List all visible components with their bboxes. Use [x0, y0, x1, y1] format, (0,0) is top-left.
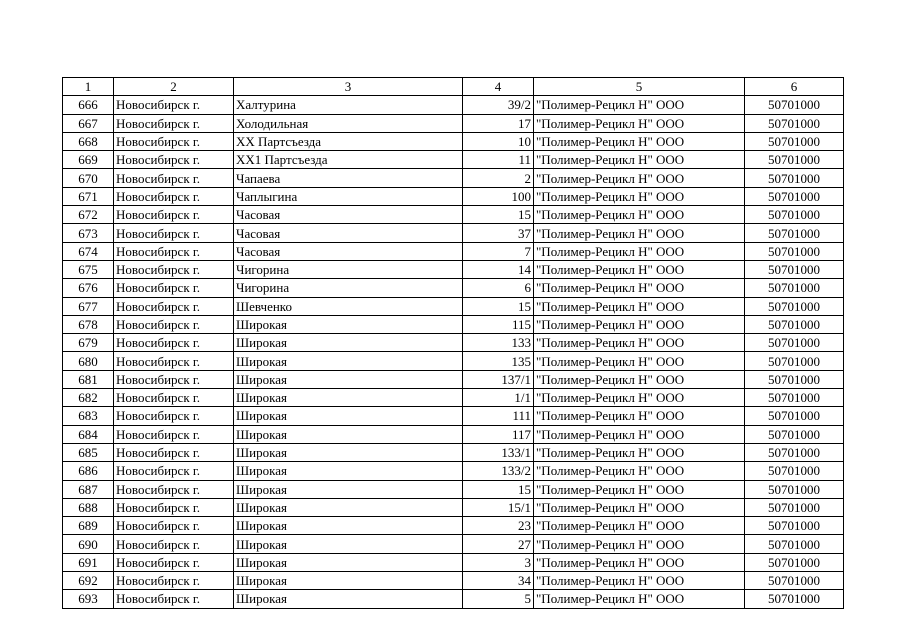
street-cell: Шевченко	[234, 297, 463, 315]
city-cell: Новосибирск г.	[114, 553, 234, 571]
header-cell-3: 3	[234, 78, 463, 96]
house-number-cell: 5	[463, 590, 534, 608]
house-number-cell: 10	[463, 132, 534, 150]
organization-cell: "Полимер-Рецикл Н" ООО	[534, 334, 745, 352]
table-row	[63, 315, 844, 333]
house-number-cell: 6	[463, 279, 534, 297]
row-number-cell: 688	[63, 498, 114, 516]
city-cell: Новосибирск г.	[114, 206, 234, 224]
house-number-cell: 23	[463, 517, 534, 535]
organization-cell: "Полимер-Рецикл Н" ООО	[534, 370, 745, 388]
city-cell: Новосибирск г.	[114, 297, 234, 315]
house-number-cell: 15	[463, 206, 534, 224]
code-cell: 50701000	[745, 334, 844, 352]
house-number-cell: 7	[463, 242, 534, 260]
city-cell: Новосибирск г.	[114, 315, 234, 333]
city-cell: Новосибирск г.	[114, 370, 234, 388]
street-cell: Широкая	[234, 425, 463, 443]
table-row	[63, 151, 844, 169]
street-cell: Чигорина	[234, 260, 463, 278]
street-cell: Широкая	[234, 517, 463, 535]
organization-cell: "Полимер-Рецикл Н" ООО	[534, 590, 745, 608]
organization-cell: "Полимер-Рецикл Н" ООО	[534, 279, 745, 297]
header-cell-2: 2	[114, 78, 234, 96]
street-cell: XX Партсъезда	[234, 132, 463, 150]
street-cell: Широкая	[234, 389, 463, 407]
city-cell: Новосибирск г.	[114, 260, 234, 278]
organization-cell: "Полимер-Рецикл Н" ООО	[534, 443, 745, 461]
organization-cell: "Полимер-Рецикл Н" ООО	[534, 224, 745, 242]
street-cell: Часовая	[234, 242, 463, 260]
table-row	[63, 590, 844, 608]
house-number-cell: 133/1	[463, 443, 534, 461]
code-cell: 50701000	[745, 535, 844, 553]
header-cell-5: 5	[534, 78, 745, 96]
house-number-cell: 1/1	[463, 389, 534, 407]
code-cell: 50701000	[745, 352, 844, 370]
street-cell: Широкая	[234, 498, 463, 516]
house-number-cell: 133/2	[463, 462, 534, 480]
city-cell: Новосибирск г.	[114, 407, 234, 425]
code-cell: 50701000	[745, 370, 844, 388]
code-cell: 50701000	[745, 389, 844, 407]
code-cell: 50701000	[745, 407, 844, 425]
city-cell: Новосибирск г.	[114, 114, 234, 132]
code-cell: 50701000	[745, 297, 844, 315]
table-row	[63, 114, 844, 132]
street-cell: Чаплыгина	[234, 187, 463, 205]
organization-cell: "Полимер-Рецикл Н" ООО	[534, 389, 745, 407]
street-cell: Широкая	[234, 590, 463, 608]
row-number-cell: 668	[63, 132, 114, 150]
city-cell: Новосибирск г.	[114, 462, 234, 480]
house-number-cell: 137/1	[463, 370, 534, 388]
code-cell: 50701000	[745, 132, 844, 150]
table-row	[63, 389, 844, 407]
street-cell: Широкая	[234, 315, 463, 333]
row-number-cell: 672	[63, 206, 114, 224]
street-cell: Широкая	[234, 572, 463, 590]
code-cell: 50701000	[745, 151, 844, 169]
header-cell-1: 1	[63, 78, 114, 96]
city-cell: Новосибирск г.	[114, 443, 234, 461]
organization-cell: "Полимер-Рецикл Н" ООО	[534, 297, 745, 315]
code-cell: 50701000	[745, 187, 844, 205]
row-number-cell: 674	[63, 242, 114, 260]
city-cell: Новосибирск г.	[114, 242, 234, 260]
code-cell: 50701000	[745, 114, 844, 132]
street-cell: Широкая	[234, 352, 463, 370]
row-number-cell: 667	[63, 114, 114, 132]
row-number-cell: 675	[63, 260, 114, 278]
organization-cell: "Полимер-Рецикл Н" ООО	[534, 169, 745, 187]
table-row	[63, 297, 844, 315]
house-number-cell: 117	[463, 425, 534, 443]
row-number-cell: 691	[63, 553, 114, 571]
table-row	[63, 443, 844, 461]
city-cell: Новосибирск г.	[114, 517, 234, 535]
organization-cell: "Полимер-Рецикл Н" ООО	[534, 352, 745, 370]
street-cell: Широкая	[234, 334, 463, 352]
header-cell-6: 6	[745, 78, 844, 96]
table-row	[63, 572, 844, 590]
organization-cell: "Полимер-Рецикл Н" ООО	[534, 480, 745, 498]
table-row	[63, 517, 844, 535]
city-cell: Новосибирск г.	[114, 389, 234, 407]
organization-cell: "Полимер-Рецикл Н" ООО	[534, 114, 745, 132]
street-cell: Чигорина	[234, 279, 463, 297]
table-row	[63, 132, 844, 150]
street-cell: Широкая	[234, 443, 463, 461]
code-cell: 50701000	[745, 96, 844, 114]
city-cell: Новосибирск г.	[114, 151, 234, 169]
city-cell: Новосибирск г.	[114, 169, 234, 187]
organization-cell: "Полимер-Рецикл Н" ООО	[534, 572, 745, 590]
city-cell: Новосибирск г.	[114, 572, 234, 590]
house-number-cell: 15/1	[463, 498, 534, 516]
row-number-cell: 683	[63, 407, 114, 425]
organization-cell: "Полимер-Рецикл Н" ООО	[534, 260, 745, 278]
table-row	[63, 260, 844, 278]
city-cell: Новосибирск г.	[114, 535, 234, 553]
code-cell: 50701000	[745, 242, 844, 260]
house-number-cell: 37	[463, 224, 534, 242]
row-number-cell: 687	[63, 480, 114, 498]
city-cell: Новосибирск г.	[114, 480, 234, 498]
table-row	[63, 480, 844, 498]
table-row	[63, 242, 844, 260]
table-row	[63, 535, 844, 553]
header-cell-4: 4	[463, 78, 534, 96]
organization-cell: "Полимер-Рецикл Н" ООО	[534, 553, 745, 571]
city-cell: Новосибирск г.	[114, 224, 234, 242]
street-cell: Широкая	[234, 480, 463, 498]
city-cell: Новосибирск г.	[114, 352, 234, 370]
row-number-cell: 689	[63, 517, 114, 535]
organization-cell: "Полимер-Рецикл Н" ООО	[534, 315, 745, 333]
city-cell: Новосибирск г.	[114, 498, 234, 516]
code-cell: 50701000	[745, 443, 844, 461]
table-row	[63, 352, 844, 370]
table-row	[63, 224, 844, 242]
street-cell: Часовая	[234, 224, 463, 242]
code-cell: 50701000	[745, 260, 844, 278]
organization-cell: "Полимер-Рецикл Н" ООО	[534, 96, 745, 114]
house-number-cell: 3	[463, 553, 534, 571]
code-cell: 50701000	[745, 315, 844, 333]
city-cell: Новосибирск г.	[114, 96, 234, 114]
street-cell: Широкая	[234, 535, 463, 553]
row-number-cell: 693	[63, 590, 114, 608]
table-row	[63, 169, 844, 187]
code-cell: 50701000	[745, 572, 844, 590]
city-cell: Новосибирск г.	[114, 590, 234, 608]
organization-cell: "Полимер-Рецикл Н" ООО	[534, 462, 745, 480]
row-number-cell: 679	[63, 334, 114, 352]
table-row	[63, 498, 844, 516]
house-number-cell: 15	[463, 297, 534, 315]
street-cell: Широкая	[234, 462, 463, 480]
house-number-cell: 2	[463, 169, 534, 187]
organization-cell: "Полимер-Рецикл Н" ООО	[534, 407, 745, 425]
code-cell: 50701000	[745, 553, 844, 571]
organization-cell: "Полимер-Рецикл Н" ООО	[534, 206, 745, 224]
street-cell: Широкая	[234, 370, 463, 388]
city-cell: Новосибирск г.	[114, 279, 234, 297]
house-number-cell: 17	[463, 114, 534, 132]
code-cell: 50701000	[745, 206, 844, 224]
house-number-cell: 34	[463, 572, 534, 590]
row-number-cell: 677	[63, 297, 114, 315]
city-cell: Новосибирск г.	[114, 132, 234, 150]
table-row	[63, 462, 844, 480]
table-row	[63, 425, 844, 443]
house-number-cell: 111	[463, 407, 534, 425]
organization-cell: "Полимер-Рецикл Н" ООО	[534, 151, 745, 169]
street-cell: Широкая	[234, 407, 463, 425]
house-number-cell: 39/2	[463, 96, 534, 114]
organization-cell: "Полимер-Рецикл Н" ООО	[534, 535, 745, 553]
code-cell: 50701000	[745, 517, 844, 535]
table-row	[63, 553, 844, 571]
row-number-cell: 671	[63, 187, 114, 205]
house-number-cell: 27	[463, 535, 534, 553]
row-number-cell: 666	[63, 96, 114, 114]
table-row	[63, 206, 844, 224]
table-row	[63, 96, 844, 114]
table-row	[63, 279, 844, 297]
code-cell: 50701000	[745, 498, 844, 516]
city-cell: Новосибирск г.	[114, 425, 234, 443]
row-number-cell: 669	[63, 151, 114, 169]
organization-cell: "Полимер-Рецикл Н" ООО	[534, 425, 745, 443]
row-number-cell: 678	[63, 315, 114, 333]
row-number-cell: 690	[63, 535, 114, 553]
row-number-cell: 682	[63, 389, 114, 407]
house-number-cell: 135	[463, 352, 534, 370]
city-cell: Новосибирск г.	[114, 187, 234, 205]
organization-cell: "Полимер-Рецикл Н" ООО	[534, 498, 745, 516]
row-number-cell: 680	[63, 352, 114, 370]
table-row	[63, 334, 844, 352]
table-row	[63, 187, 844, 205]
house-number-cell: 100	[463, 187, 534, 205]
code-cell: 50701000	[745, 425, 844, 443]
house-number-cell: 115	[463, 315, 534, 333]
code-cell: 50701000	[745, 480, 844, 498]
street-cell: Холодильная	[234, 114, 463, 132]
street-cell: Халтурина	[234, 96, 463, 114]
table-row	[63, 370, 844, 388]
organization-cell: "Полимер-Рецикл Н" ООО	[534, 132, 745, 150]
street-cell: Широкая	[234, 553, 463, 571]
table-body	[63, 78, 844, 609]
organization-cell: "Полимер-Рецикл Н" ООО	[534, 242, 745, 260]
street-cell: Чапаева	[234, 169, 463, 187]
house-number-cell: 11	[463, 151, 534, 169]
row-number-cell: 686	[63, 462, 114, 480]
row-number-cell: 676	[63, 279, 114, 297]
organization-cell: "Полимер-Рецикл Н" ООО	[534, 517, 745, 535]
code-cell: 50701000	[745, 462, 844, 480]
row-number-cell: 685	[63, 443, 114, 461]
organization-cell: "Полимер-Рецикл Н" ООО	[534, 187, 745, 205]
registry-table	[62, 77, 844, 609]
row-number-cell: 692	[63, 572, 114, 590]
house-number-cell: 133	[463, 334, 534, 352]
house-number-cell: 15	[463, 480, 534, 498]
row-number-cell: 681	[63, 370, 114, 388]
code-cell: 50701000	[745, 224, 844, 242]
row-number-cell: 673	[63, 224, 114, 242]
house-number-cell: 14	[463, 260, 534, 278]
row-number-cell: 684	[63, 425, 114, 443]
city-cell: Новосибирск г.	[114, 334, 234, 352]
code-cell: 50701000	[745, 279, 844, 297]
table-header-row	[63, 78, 844, 96]
code-cell: 50701000	[745, 590, 844, 608]
row-number-cell: 670	[63, 169, 114, 187]
code-cell: 50701000	[745, 169, 844, 187]
street-cell: Часовая	[234, 206, 463, 224]
table-row	[63, 407, 844, 425]
street-cell: XX1 Партсъезда	[234, 151, 463, 169]
